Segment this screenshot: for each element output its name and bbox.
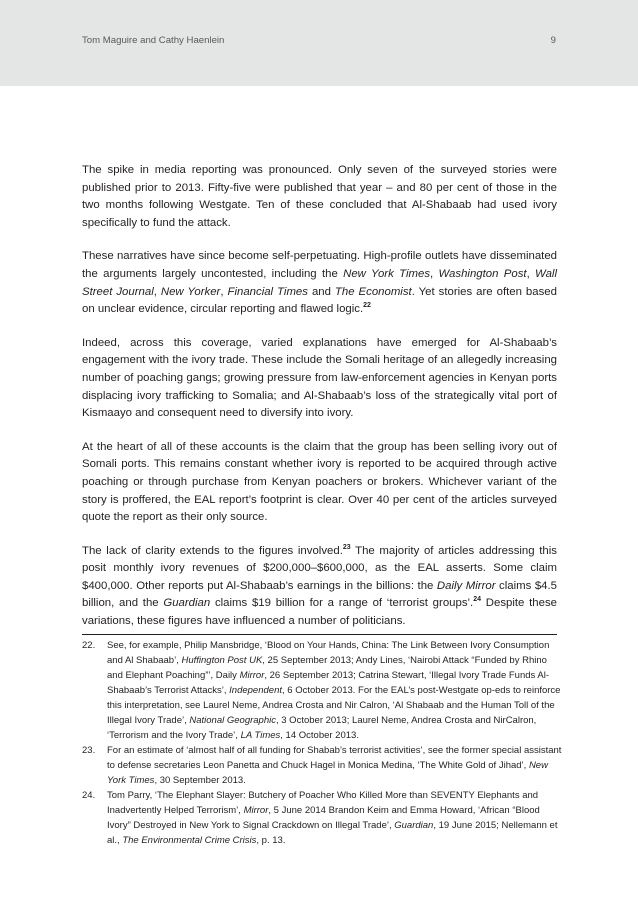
p2-nyt: New York Times <box>343 267 431 280</box>
p2-ft: Financial Times <box>227 285 308 298</box>
p2-wp: Washington Post <box>438 267 527 280</box>
fn-source: Huffington Post UK <box>181 655 263 666</box>
fn-source: Mirror <box>239 670 265 681</box>
fn-source: National Geographic <box>189 715 276 726</box>
paragraph-4: At the heart of all of these accounts is the claim that the group has been selling ivory out of Somali ports. This remains constant whether ivory is reported to be acquired through active poaching or through purchase from Kenyan poachers or brokers. Whichever variant of the story is proffered, the EAL report’s footprint is clear. Over 40 per cent of the articles surveyed quote the report as their only source. <box>82 440 557 524</box>
fn-text: , 19 June 2015; Nellemann et al., <box>107 820 558 846</box>
fn-text: , 6 October 2013. For the EAL’s post-Westgate op-eds to reinforce this interpretation, see Laurel Neme, Andrea Crosta and Nir Calron, ‘Al Shabaab and the Human Toll of the Illegal Ivory Trade’, <box>107 685 561 726</box>
footnote-ref-23[interactable]: 23 <box>342 543 351 551</box>
paragraph-2 <box>82 248 557 318</box>
p2-wsj: Wall Street Journal <box>82 267 557 298</box>
footnote-number: 23. <box>82 745 96 756</box>
p5-text-a: The lack of clarity extends to the figures involved. <box>82 544 343 557</box>
footnote-number: 22. <box>82 640 96 651</box>
body-text <box>82 162 557 647</box>
p5-daily-mirror: Daily Mirror <box>436 579 496 592</box>
fn-text: , 5 June 2014 Brandon Keim and Emma Howard, ‘African “Blood Ivory” Destroyed in New York to Signal Crackdown on Illegal Trade’, <box>107 805 540 831</box>
footnote-24 <box>82 788 562 848</box>
running-header-authors: Tom Maguire and Cathy Haenlein <box>82 35 225 46</box>
fn-text: For an estimate of ‘almost half of all funding for Shabab’s terrorist activities’, see the former special assistant to defense secretaries Leon Panetta and Chuck Hagel in Monica Medina, ‘The White Gold of Jihad’, <box>107 745 562 771</box>
p2-and: and <box>307 285 335 298</box>
paragraph-1: The spike in media reporting was pronounced. Only seven of the surveyed stories were published prior to 2013. Fifty-five were published that year – and 80 per cent of those in the two months following Westgate. Ten of these concluded that Al-Shabaab had used ivory specifically to fund the attack. <box>82 164 557 229</box>
paragraph-5 <box>82 543 557 631</box>
p2-sep: , <box>153 285 161 298</box>
p5-guardian: Guardian <box>163 597 211 610</box>
fn-text: See, for example, Philip Mansbridge, ‘Blood on Your Hands, China: The Link Between Ivory Consumption and Al Shabaab’, <box>107 640 550 666</box>
footnote-text <box>107 638 562 743</box>
fn-source: LA Times <box>240 730 281 741</box>
p5-text-e: Despite these variations, these figures have influenced a number of politicians. <box>82 597 557 628</box>
footnotes <box>82 638 562 848</box>
fn-text: Tom Parry, ‘The Elephant Slayer: Butchery of Poacher Who Killed More than SEVENTY Elephants and Inadvertently Helped Terrorism’, <box>107 790 539 816</box>
footnote-text <box>107 743 562 788</box>
footnote-ref-22[interactable]: 22 <box>363 302 371 310</box>
p5-text-b: The majority of articles addressing this posit monthly ivory revenues of $200,000–$600,000, as the EAL asserts. Some claim $400,000. Other reports put Al-Shabaab’s earnings in the billions: the <box>82 544 557 592</box>
footnote-text <box>107 788 562 848</box>
fn-text: , 3 October 2013; Laurel Neme, Andrea Crosta and NirCalron, ‘Terrorism and the Ivory Trade’, <box>107 715 537 741</box>
paragraph-3: Indeed, across this coverage, varied explanations have emerged for Al-Shabaab’s engagement with the ivory trade. These include the Somali heritage of an allegedly increasing number of poaching gangs; growing pressure from law-enforcement agencies in Kenyan ports displacing ivory trafficking to Somalia; and Al-Shabaab’s loss of the strategically vital port of Kismaayo and consequent need to diversify into ivory. <box>82 336 557 420</box>
footnote-number: 24. <box>82 790 96 801</box>
fn-source: Mirror <box>243 805 269 816</box>
p2-sep: , <box>430 267 439 280</box>
page-header <box>0 0 638 86</box>
footnote-22 <box>82 638 562 743</box>
fn-source: New York Times <box>107 760 548 786</box>
fn-text: , p. 13. <box>256 835 286 846</box>
footnote-ref-24[interactable]: 24 <box>473 596 482 604</box>
page-number: 9 <box>550 35 556 46</box>
fn-text: , 30 September 2013. <box>154 775 246 786</box>
p2-sep: , <box>526 267 536 280</box>
footnote-divider <box>82 634 557 635</box>
p5-text-c: claims $4.5 billion, and the <box>82 579 558 610</box>
fn-text: , 25 September 2013; Andy Lines, ‘Nairobi Attack “Funded by Rhino and Elephant Poaching”’, Daily <box>107 655 547 681</box>
fn-source: Independent <box>229 685 282 696</box>
p2-sep: , <box>220 285 228 298</box>
p2-econ: The Economist <box>334 285 412 298</box>
fn-source: The Environmental Crime Crisis <box>122 835 257 846</box>
fn-text: , 26 September 2013; Catrina Stewart, ‘Illegal Ivory Trade Funds Al-Shabaab’s Terrorist Attacks’, <box>107 670 549 696</box>
fn-text: , 14 October 2013. <box>280 730 359 741</box>
p5-text-d: claims $19 billion for a range of ‘terrorist groups’. <box>210 597 474 610</box>
p2-text-a: These narratives have since become self-perpetuating. High-profile outlets have disseminated the arguments largely uncontested, including the <box>82 250 557 280</box>
fn-source: Guardian <box>394 820 434 831</box>
footnote-23 <box>82 743 562 788</box>
p2-ny: New Yorker <box>160 285 221 298</box>
p2-text-b: . Yet stories are often based on unclear evidence, circular reporting and flawed logic. <box>82 285 557 316</box>
